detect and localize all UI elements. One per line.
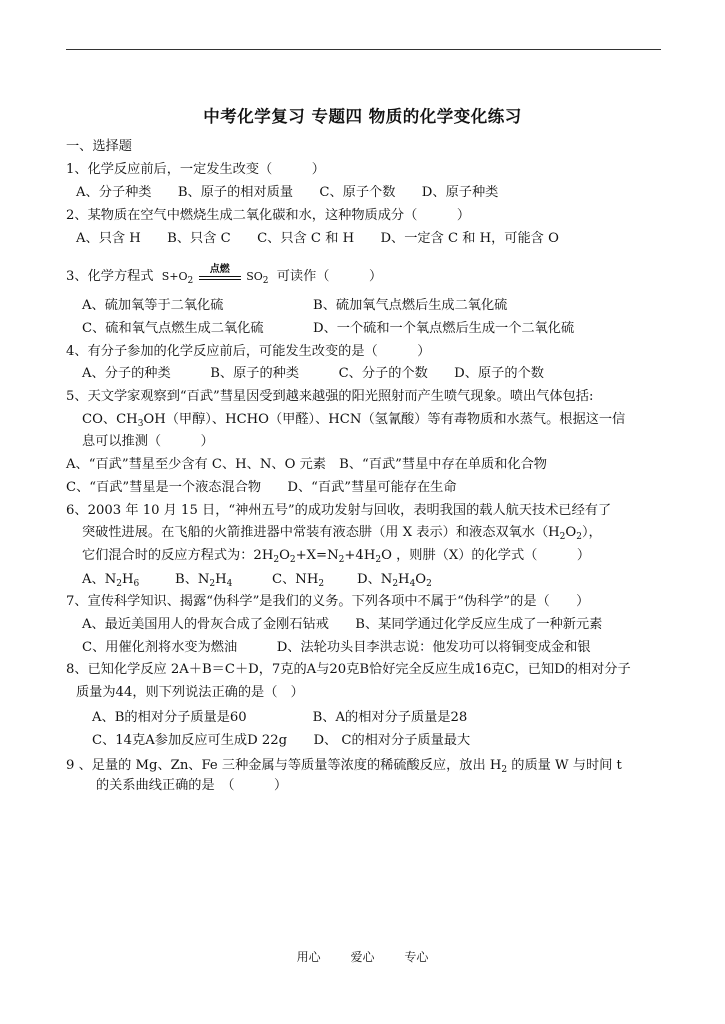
reaction-arrow [197,264,243,283]
q5-line2: CO、$CH_3OH$（甲醇）、HCHO（甲醛）、HCN（氢氰酸）等有毒物质和水蒸气。根据这一信 [82,412,626,429]
q3-option-d: D、一个硫和一个氧点燃后生成一个二氧化硫 [313,321,575,336]
q8-options-ab: A、B的相对分子质量是60 B、A的相对分子质量是28 [92,710,468,725]
q2-options: A、只含 H B、只含 C C、只含 C 和 H D、一定含 C 和 H，可能含 O [76,231,559,246]
q7-stem: 7、宣传科学知识、揭露“伪科学”是我们的义务。下列各项中不属于“伪科学”的是（ ） [66,594,590,609]
q2-stem: 2、某物质在空气中燃烧生成二氧化碳和水，这种物质成分（ ） [66,208,471,223]
header-rule [66,49,661,50]
q5-line1: 5、天文学家观察到“百武”彗星因受到越来越强的阳光照射而产生喷气现象。喷出气体包括: [66,389,594,404]
q5-options-ab: A、“百武”彗星至少含有 C、H、N、O 元素 B、“百武”彗星中存在单质和化合物 [66,457,547,472]
q7-options-ab: A、最近美国用人的骨灰合成了金刚石钻戒 B、某同学通过化学反应生成了一种新元素 [82,617,603,632]
q8-line1: 8、已知化学反应 2A＋B＝C＋D，7克的A与20克B恰好完全反应生成16克C，已知D的相对分子 [66,662,631,677]
q3-rhs: SO [246,270,263,283]
q1-options: A、分子种类 B、原子的相对质量 C、原子个数 D、原子种类 [76,185,499,200]
q3-lhs-sub: 2 [187,276,194,286]
q6-line3: 它们混合时的反应方程式为：$2H_2O_2+X=N_2+4H_2O$ ，则肼（X）的化学式（ ） [82,548,591,565]
q3-option-c: C、硫和氧气点燃生成二氧化硫 [82,321,264,336]
footer-text-3: 专心 [404,950,429,964]
page-footer [0,948,725,965]
q6-option-d: D、$N_2H_4O_2$ [357,572,432,589]
q5-line3: 息可以推测（ ） [82,434,214,449]
q4-stem: 4、有分子参加的化学反应前后，可能发生改变的是（ ） [66,344,431,359]
q3-rhs-sub: 2 [262,276,269,286]
q8-line2: 质量为44，则下列说法正确的是（ ） [76,685,304,700]
q5-options-cd: C、“百武”彗星是一个液态混合物 D、“百武”彗星可能存在生命 [66,480,457,495]
q9-line1: 9 、足量的 Mg、Zn、Fe 三种金属与等质量等浓度的稀硫酸反应，放出 $H_2$ 的质量 W 与时间 t [66,758,622,775]
q8-options-cd: C、14克A参加反应可生成D 22g D、 C的相对分子质量最大 [92,733,471,748]
q6-option-a: A、$N_2H_6$ [82,572,140,589]
q3-condition: 点燃 [209,264,230,275]
q3-prefix: 3、化学方程式 [66,269,154,284]
q3-option-a: A、硫加氧等于二氧化硫 [82,298,224,313]
section-heading: 一、选择题 [66,139,132,154]
q6-line2: 突破性进展。在飞船的火箭推进器中常装有液态肼（用 X 表示）和液态双氧水$(H_2O_2)$， [82,525,602,542]
q3-suffix: 可读作（ ） [276,269,383,284]
q7-options-cd: C、用催化剂将水变为燃油 D、法轮功头目李洪志说：他发功可以将铜变成金和银 [82,640,591,655]
footer-text-2: 爱心 [350,950,375,964]
q4-options: A、分子的种类 B、原子的种类 C、分子的个数 D、原子的个数 [82,366,544,381]
q3-lhs: S+O [161,270,188,283]
q9-line2: 的关系曲线正确的是 （ ） [96,778,288,793]
page-title: 中考化学复习 专题四 物质的化学变化练习 [203,107,522,126]
q6-option-b: B、$N_2H_4$ [175,572,233,589]
q6-option-c: C、$NH_2$ [272,572,325,589]
q1-stem: 1、化学反应前后，一定发生改变（ ） [66,162,325,177]
q6-line1: 6、2003 年 10 月 15 日，“神州五号”的成功发射与回收，表明我国的载人航天技术已经有了 [66,503,612,518]
q3-equation [161,264,269,286]
footer-text-1: 用心 [296,950,321,964]
q3-stem [66,264,383,286]
q3-option-b: B、硫加氧气点燃后生成二氧化硫 [313,298,508,313]
